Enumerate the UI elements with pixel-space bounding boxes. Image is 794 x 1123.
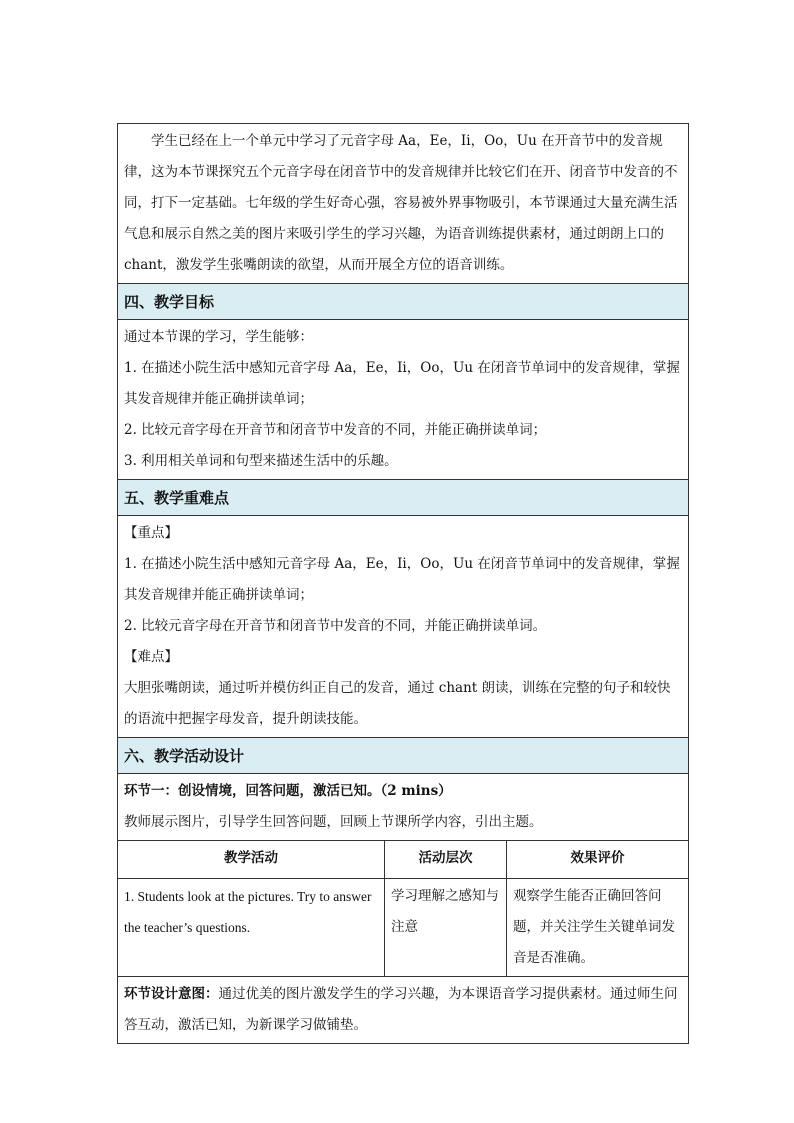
design-intent-label: 环节设计意图： bbox=[124, 986, 219, 1002]
step1-cell bbox=[117, 773, 689, 840]
activity-table bbox=[118, 841, 688, 976]
step1-description: 教师展示图片，引导学生回答问题，回顾上节课所学内容，引出主题。 bbox=[124, 814, 543, 830]
section4-heading: 四、教学目标 bbox=[117, 283, 689, 319]
intro-cell bbox=[117, 123, 689, 283]
intro-text: 学生已经在上一个单元中学习了元音字母 Aa，Ee，Ii，Oo，Uu 在开音节中的发音规律，这为本节课探究五个元音字母在闭音节中的发音规律并比较它们在开、闭音节中发音的不同，打下一定基础。七年级的学生好奇心强，容易被外界事物吸引，本节课通过大量充满生活气息和展示自然之美的图片来吸引学生的学习兴趣，为语音训练提供素材，通过朗朗上口的 chant，激发学生张嘴朗读的欲望，从而开展全方位的语音训练。 bbox=[124, 133, 678, 273]
design-intent-cell bbox=[117, 976, 689, 1044]
evaluation-cell: 观察学生能否正确回答问题，并关注学生关键单词发音是否准确。 bbox=[513, 888, 675, 966]
header-level: 活动层次 bbox=[385, 841, 507, 879]
difficult-points-text: 大胆张嘴朗读，通过听并模仿纠正自己的发音，通过 chant 朗读，训练在完整的句子和较快的语流中把握字母发音，提升朗读技能。 bbox=[124, 680, 671, 727]
activity-table-header bbox=[118, 841, 688, 879]
section4-body bbox=[117, 319, 689, 479]
key-points-label: 【重点】 bbox=[124, 525, 178, 541]
table-row bbox=[118, 879, 688, 977]
key-point-item: 1. 在描述小院生活中感知元音字母 Aa，Ee，Ii，Oo，Uu 在闭音节单词中的发音规律，掌握其发音规律并能正确拼读单词； bbox=[124, 556, 680, 603]
section6-heading: 六、教学活动设计 bbox=[117, 737, 689, 773]
activity-cell: 1. Students look at the pictures. Try to answer the teacher’s questions. bbox=[118, 879, 385, 977]
objective-item: 2. 比较元音字母在开音节和闭音节中发音的不同，并能正确拼读单词； bbox=[124, 422, 547, 438]
design-intent-text: 通过优美的图片激发学生的学习兴趣，为本课语音学习提供素材。通过师生问答互动，激活已知，为新课学习做铺垫。 bbox=[124, 986, 678, 1033]
lesson-plan-table bbox=[117, 123, 689, 1044]
objective-item: 3. 利用相关单词和句型来描述生活中的乐趣。 bbox=[124, 453, 398, 469]
difficult-points-label: 【难点】 bbox=[124, 649, 178, 665]
key-point-item: 2. 比较元音字母在开音节和闭音节中发音的不同，并能正确拼读单词。 bbox=[124, 618, 547, 634]
section5-heading: 五、教学重难点 bbox=[117, 479, 689, 515]
section5-body bbox=[117, 515, 689, 737]
header-activity: 教学活动 bbox=[118, 841, 385, 879]
level-cell: 学习理解之感知与注意 bbox=[385, 879, 507, 977]
step1-title: 环节一：创设情境，回答问题，激活已知。（2 mins） bbox=[124, 783, 452, 799]
objective-item: 1. 在描述小院生活中感知元音字母 Aa，Ee，Ii，Oo，Uu 在闭音节单词中的发音规律，掌握其发音规律并能正确拼读单词； bbox=[124, 360, 680, 407]
objectives-lead: 通过本节课的学习，学生能够： bbox=[124, 329, 313, 345]
activity-table-cell bbox=[117, 840, 689, 976]
header-evaluation: 效果评价 bbox=[507, 841, 689, 879]
